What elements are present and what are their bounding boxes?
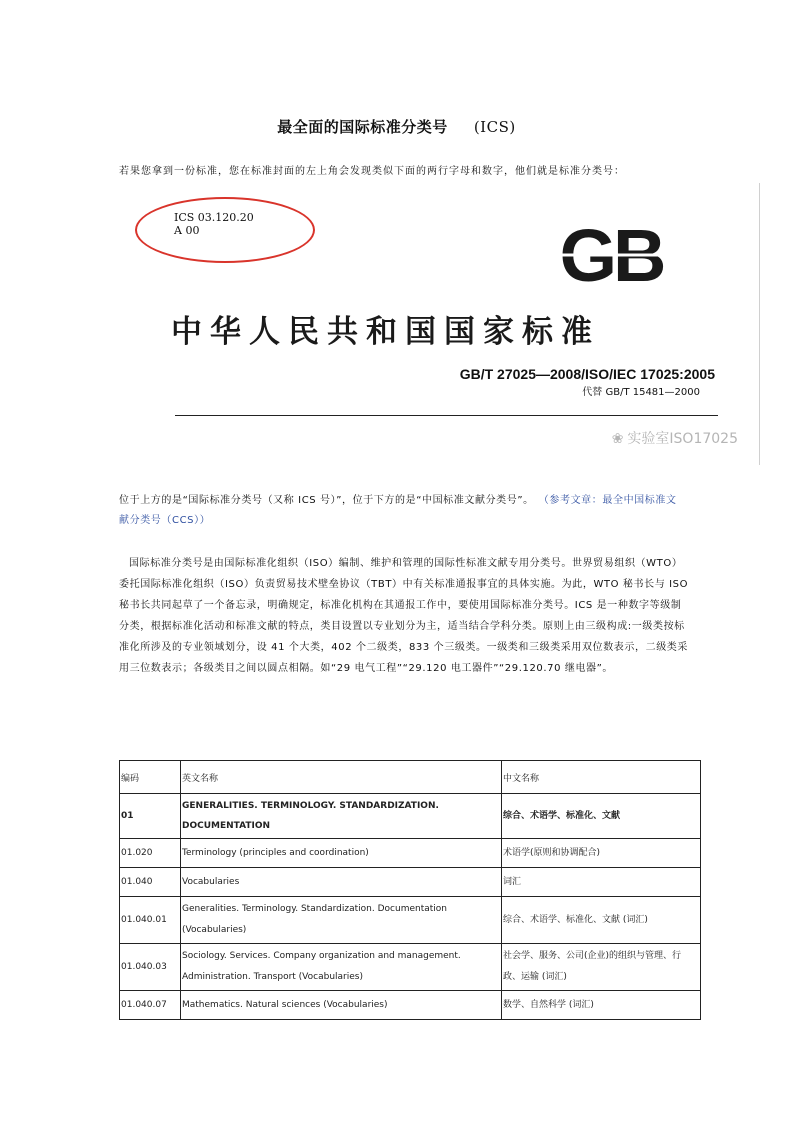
reference-link[interactable]: （参考文章：最全中国标准文献分类号（CCS）） bbox=[119, 495, 677, 526]
cell-code: 01.040.01 bbox=[120, 897, 181, 944]
standard-cover-figure bbox=[119, 183, 760, 465]
cell-chinese: 词汇 bbox=[502, 868, 701, 897]
cell-english: GENERALITIES. TERMINOLOGY. STANDARDIZATION. DOCUMENTATION bbox=[181, 794, 502, 839]
header-chinese: 中文名称 bbox=[502, 761, 701, 794]
watermark-text: 实验室ISO17025 bbox=[627, 431, 738, 447]
page-title bbox=[0, 116, 793, 137]
table-row bbox=[120, 839, 701, 868]
header-code: 编码 bbox=[120, 761, 181, 794]
ics-line-2: A 00 bbox=[174, 224, 200, 237]
paragraph-1-text: 位于上方的是“国际标准分类号（又称 ICS 号）”，位于下方的是“中国标准文献分类号”。 bbox=[119, 495, 534, 506]
cell-chinese: 综合、术语学、标准化、文献 bbox=[502, 794, 701, 839]
cell-chinese: 综合、术语学、标准化、文献 (词汇) bbox=[502, 897, 701, 944]
cell-code: 01.040 bbox=[120, 868, 181, 897]
table-header-row bbox=[120, 761, 701, 794]
watermark bbox=[612, 428, 738, 448]
national-standard-title: 中华人民共和国国家标准 bbox=[171, 314, 600, 350]
cell-code: 01.020 bbox=[120, 839, 181, 868]
cell-code: 01 bbox=[120, 794, 181, 839]
title-suffix: (ICS) bbox=[473, 118, 516, 136]
cell-english: Generalities. Terminology. Standardization. Documentation (Vocabularies) bbox=[181, 897, 502, 944]
figure-divider bbox=[175, 415, 718, 416]
standard-number: GB/T 27025—2008/ISO/IEC 17025:2005 bbox=[459, 366, 715, 382]
title-text: 最全面的国际标准分类号 bbox=[277, 118, 448, 136]
figure-edge bbox=[759, 183, 760, 465]
table-row bbox=[120, 991, 701, 1020]
header-english: 英文名称 bbox=[181, 761, 502, 794]
cell-code: 01.040.07 bbox=[120, 991, 181, 1020]
table-row bbox=[120, 794, 701, 839]
cell-english: Mathematics. Natural sciences (Vocabularies) bbox=[181, 991, 502, 1020]
paragraph-ics-description: 国际标准分类号是由国际标准化组织（ISO）编制、维护和管理的国际性标准文献专用分类号。世界贸易组织（WTO）委托国际标准化组织（ISO）负责贸易技术壁垒协议（TBT）中有关标准通报事宜的具体实施。为此，WTO 秘书长与 ISO 秘书长共同起草了一个备忘录，明确规定，标准化机构在其通报工作中，要使用国际标准分类号。ICS 是一种数字等级制分类，根据标准化活动和标准文献的特点，类目设置以专业划分为主，适当结合学科分类。原则上由三级构成:一级类按标准化所涉及的专业领域划分，设 41 个大类，402 个二级类，833 个三级类。一级类和三级类采用双位数表示，二级类采用三位数表示；各级类目之间以圆点相隔。如“29 电气工程”“29.120 电工器件”“29.120.70 继电器”。 bbox=[119, 558, 689, 674]
ics-code bbox=[174, 211, 254, 237]
cell-english: Vocabularies bbox=[181, 868, 502, 897]
cell-code: 01.040.03 bbox=[120, 944, 181, 991]
cell-chinese: 数学、自然科学 (词汇) bbox=[502, 991, 701, 1020]
intro-text: 若果您拿到一份标准，您在标准封面的左上角会发现类似下面的两行字母和数字，他们就是标准分类号： bbox=[119, 166, 625, 177]
ics-line-1: ICS 03.120.20 bbox=[174, 211, 254, 224]
wechat-icon: ❀ bbox=[611, 431, 624, 447]
table-row bbox=[120, 868, 701, 897]
cell-english: Terminology (principles and coordination) bbox=[181, 839, 502, 868]
gb-logo-icon bbox=[541, 221, 681, 289]
table-row bbox=[120, 897, 701, 944]
cell-english: Sociology. Services. Company organization and management. Administration. Transport (Vocabularies) bbox=[181, 944, 502, 991]
cell-chinese: 术语学(原则和协调配合) bbox=[502, 839, 701, 868]
gb-logo-text: GB bbox=[559, 221, 663, 289]
paragraph-ics-ccs bbox=[119, 491, 679, 531]
cell-chinese: 社会学、服务、公司(企业)的组织与管理、行政、运输 (词汇) bbox=[502, 944, 701, 991]
ics-table bbox=[119, 760, 701, 1020]
table-row bbox=[120, 944, 701, 991]
replaces-text: 代替 GB/T 15481—2000 bbox=[582, 387, 700, 398]
